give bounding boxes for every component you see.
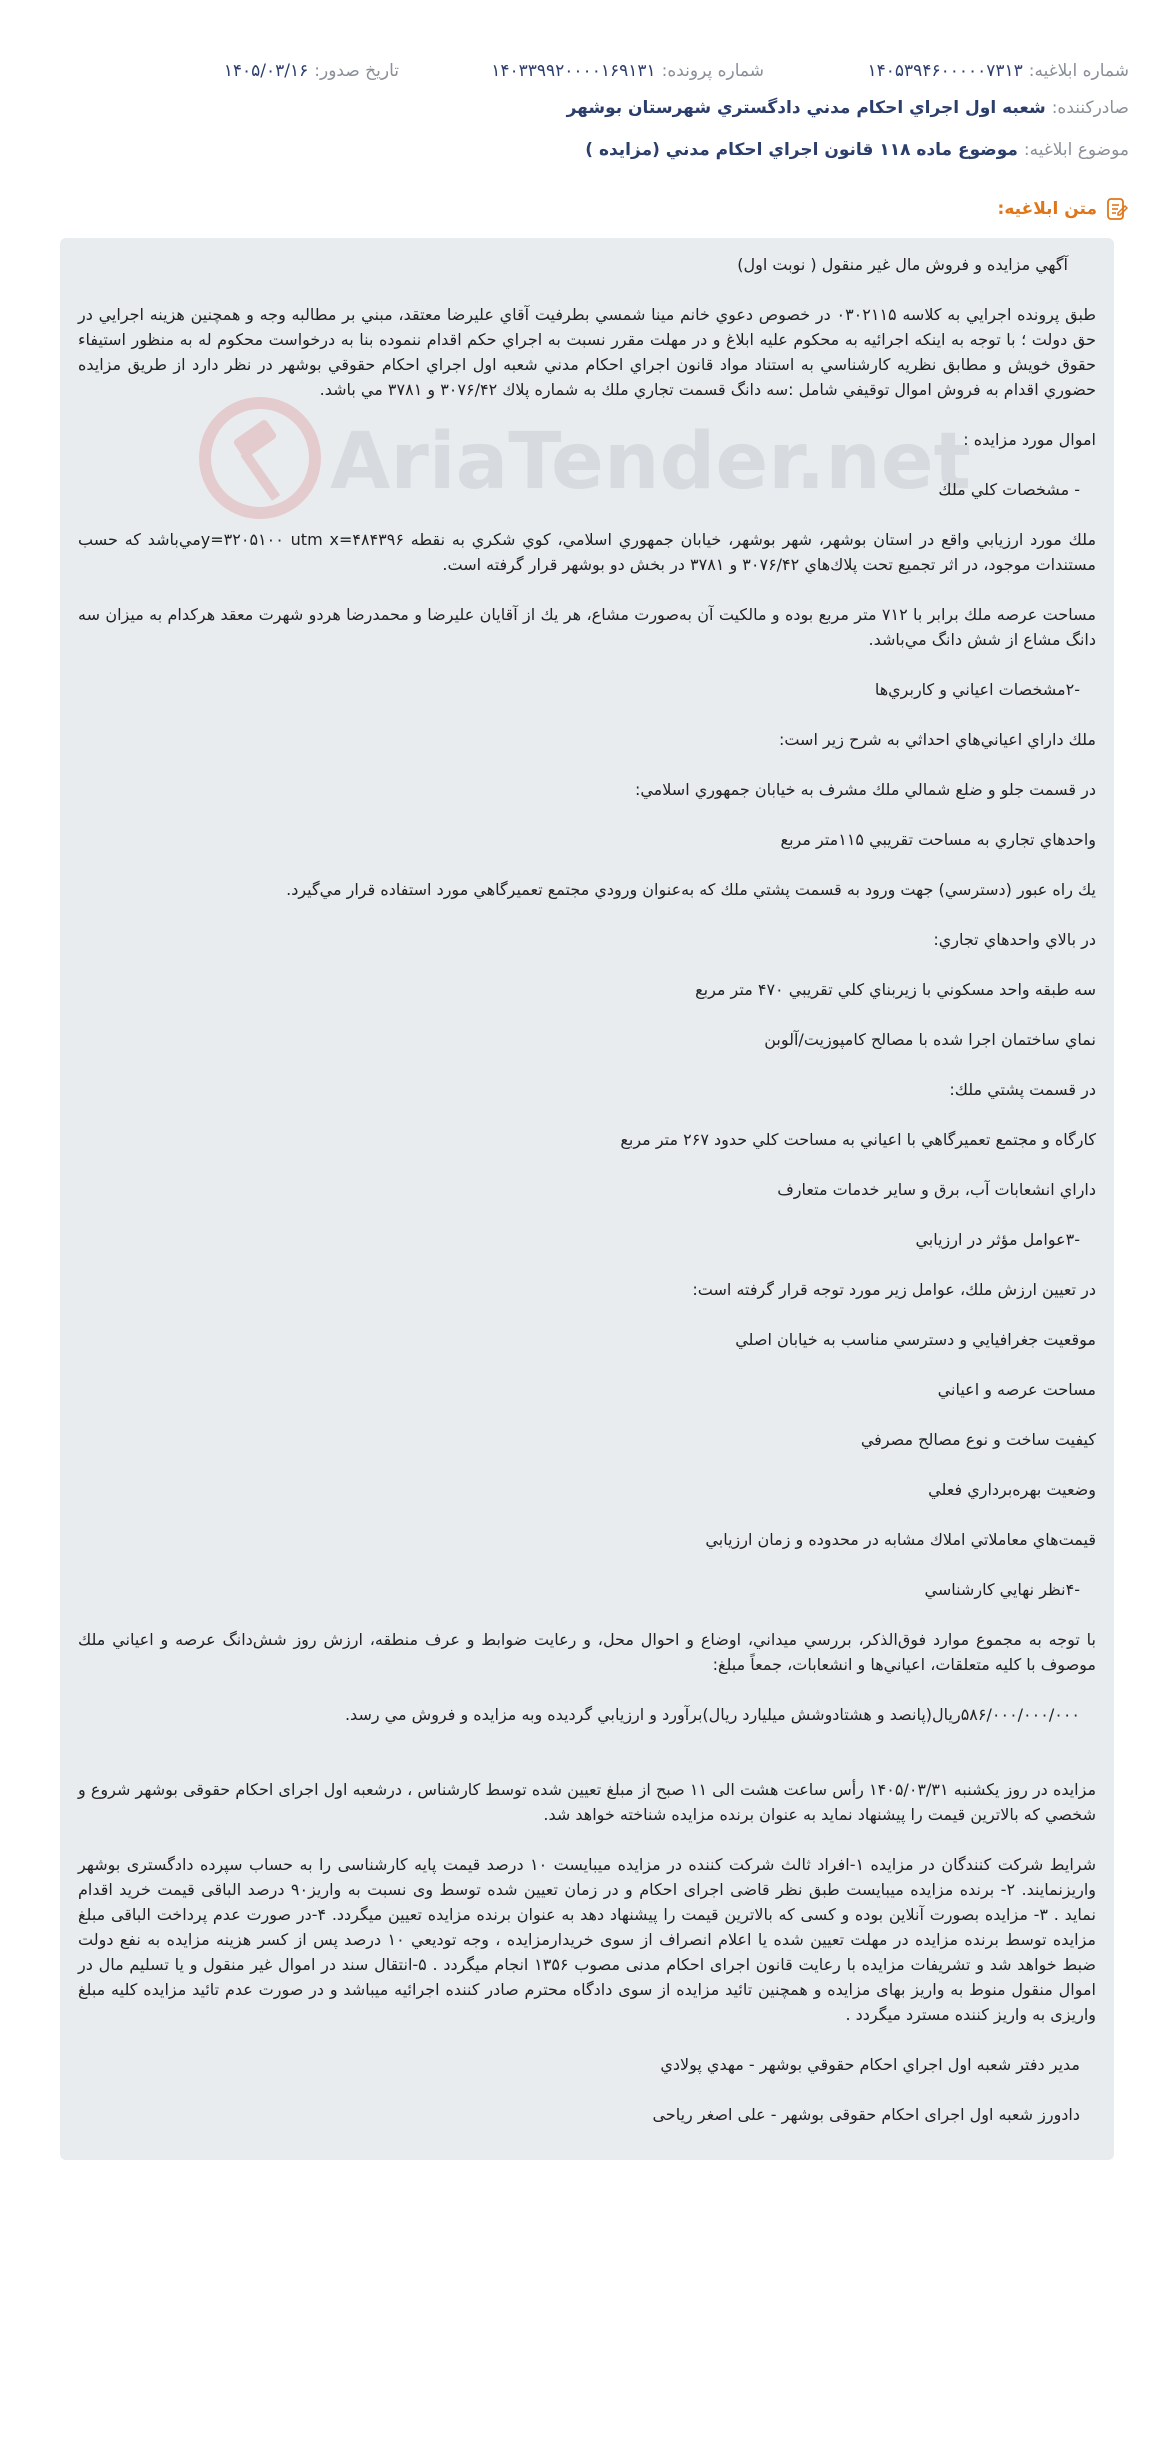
notice-paragraph: قيمت‌هاي معاملاتي املاك مشابه در محدوده و زمان ارزيابي — [705, 1530, 1096, 1549]
notice-paragraph: مساحت عرصه ملك برابر با ۷۱۲ متر مربع بوده و مالكيت آن به‌صورت مشاع، هر يك از آقايان عليرضا و محمدرضا هردو شهرت معقد هركدام به ميزان سه دانگ مشاع از شش دانگ مي‌باشد. — [78, 605, 1096, 649]
notice-text-title: متن ابلاغیه: — [997, 199, 1097, 219]
issuer-value: شعبه اول اجراي احكام مدني دادگستري شهرستان بوشهر — [566, 98, 1046, 118]
notice-paragraph: -۴نظر نهايي كارشناسي — [924, 1580, 1080, 1599]
notice-paragraph: نماي ساختمان اجرا شده با مصالح كامپوزيت/آلوبن — [764, 1030, 1096, 1049]
notice-paragraph: -۳عوامل مؤثر در ارزيابي — [915, 1230, 1080, 1249]
issuer-line — [567, 98, 1129, 118]
document-pen-icon — [1105, 196, 1129, 222]
notice-paragraph: ملك مورد ارزيابي واقع در استان بوشهر، شهر بوشهر، خيابان جمهوري اسلامي، كوي شكري به نقطه y=۳۲۰۵۱۰۰ utm x=۴۸۴۳۹۶مي‌باشد كه حسب مستندات موجود، در اثر تجميع تحت پلاك‌هاي ۳۰۷۶/۴۲ و ۳۷۸۱ در بخش دو بوشهر قرار گرفته است. — [78, 530, 1097, 574]
notice-text-heading — [998, 196, 1129, 222]
watermark-text: AriaTender.net — [330, 417, 971, 507]
notice-meta-row — [45, 56, 1129, 86]
notice-number-value: ۱۴۰۵۳۹۴۶۰۰۰۰۰۷۳۱۳ — [867, 61, 1023, 81]
issue-date-value: ۱۴۰۵/۰۳/۱۶ — [223, 61, 309, 81]
signature-line: مدير دفتر شعبه اول اجراي احكام حقوقي بوشهر - مهدي پولادي — [660, 2055, 1080, 2074]
notice-paragraph: واحدهاي تجاري به مساحت تقريبي ۱۱۵متر مربع — [780, 830, 1096, 849]
notice-paragraph: كيفيت ساخت و نوع مصالح مصرفي — [860, 1430, 1096, 1449]
subject-value: موضوع ماده ۱۱۸ قانون اجراي احكام مدني (مزايده ) — [585, 140, 1018, 160]
notice-paragraph: مساحت عرصه و اعياني — [937, 1380, 1096, 1399]
notice-paragraph: يك راه عبور (دسترسي) جهت ورود به قسمت پشتي ملك كه به‌عنوان ورودي مجتمع تعميرگاهي مورد استفاده قرار مي‌گيرد. — [286, 880, 1096, 899]
notice-paragraph: با توجه به مجموع موارد فوق‌الذكر، بررسي ميداني، اوضاع و احوال محل، و رعايت ضوابط و عرف منطقه، ارزش روز شش‌دانگ عرصه و اعياني ملك موصوف با كليه متعلقات، اعياني‌ها و انشعابات، جمعاً مبلغ: — [78, 1630, 1096, 1674]
notice-paragraph: طبق پرونده اجرايي به كلاسه ۰۳۰۲۱۱۵ در خصوص دعوي خانم مينا شمسي بطرفيت آقاي عليرضا معتقد، مبني بر مطالبه وجه و همچنين هزينه اجرايي در حق دولت ؛ با توجه به اينكه اجرائيه به محكوم عليه ابلاغ و در مهلت مقرر نسبت به اجراي حكم اقدام ننموده بنا به درخواست محكوم له به منظور استيفاء حقوق خويش و مطابق نظريه كارشناسي به استناد مواد قانون اجراي احكام مدني شعبه اول اجراي احكام حقوقي بوشهر در نظر دارد از طريق مزايده حضوري اقدام به فروش اموال توقيفي شامل :سه دانگ قسمت تجاري ملك به شماره پلاك ۳۰۷۶/۴۲ و ۳۷۸۱ مي باشد. — [78, 305, 1097, 399]
case-number-label: شماره پرونده: — [661, 61, 764, 81]
case-number-value: ۱۴۰۳۳۹۹۲۰۰۰۰۱۶۹۱۳۱ — [491, 61, 656, 81]
subject-line — [585, 140, 1129, 160]
notice-paragraph: در تعيين ارزش ملك، عوامل زير مورد توجه قرار گرفته است: — [692, 1280, 1096, 1299]
notice-paragraph: -۲مشخصات اعياني و كاربري‌ها — [874, 680, 1080, 699]
notice-body — [60, 238, 1114, 2160]
notice-paragraph: در قسمت جلو و ضلع شمالي ملك مشرف به خيابان جمهوري اسلامي: — [634, 780, 1096, 799]
case-number — [491, 61, 764, 81]
notice-paragraph: ملك داراي اعياني‌هاي احداثي به شرح زير است: — [778, 730, 1096, 749]
notice-paragraph: موقعيت جغرافيايي و دسترسي مناسب به خيابان اصلي — [735, 1330, 1096, 1349]
notice-paragraph: وضعيت بهره‌برداري فعلي — [928, 1480, 1096, 1499]
signature-line: دادورز شعبه اول اجرای احكام حقوقی بوشهر - علی اصغر رياحی — [652, 2105, 1080, 2124]
notice-paragraph: اموال مورد مزايده : — [963, 430, 1096, 449]
notice-paragraph: سه طبقه واحد مسكوني با زيربناي كلي تقريبي ۴۷۰ متر مربع — [695, 980, 1096, 999]
notice-paragraph: داراي انشعابات آب، برق و ساير خدمات متعارف — [777, 1180, 1096, 1199]
issuer-label: صادرکننده: — [1051, 98, 1129, 118]
issue-date — [224, 61, 399, 81]
notice-paragraph: مزايده در روز يكشنبه ۱۴۰۵/۰۳/۳۱ رأس ساعت هشت الی ۱۱ صبح از مبلغ تعيين شده توسط كارشناس ، درشعبه اول اجرای احكام حقوقی بوشهر شروع و شخصي كه بالاترين قيمت را پيشنهاد نمايد به عنوان برنده مزايده شناخته خواهد شد. — [78, 1780, 1097, 1824]
notice-paragraph: كارگاه و مجتمع تعميرگاهي با اعياني به مساحت كلي حدود ۲۶۷ متر مربع — [620, 1130, 1096, 1149]
issue-date-label: تاریخ صدور: — [314, 61, 399, 81]
notice-number — [868, 61, 1129, 81]
notice-paragraph: در قسمت پشتي ملك: — [949, 1080, 1096, 1099]
notice-paragraph: شرايط شركت كنندگان در مزايده ۱-افراد ثالث شركت كننده در مزايده ميبايست ۱۰ درصد قيمت پايه كارشناسی را به حساب سپرده دادگستری بوشهر واريزنمايند. ۲- برنده مزايده ميبايست طبق نظر قاضی اجرای احكام و در زمان تعيين شده توسط وی نسبت به واريز۹۰ درصد الباقی قيمت خريد اقدام نمايد . ۳- مزايده بصورت آنلاين بوده و كسی كه بالاترين قيمت را پيشنهاد دهد به عنوان برنده مزايده تعيين ميگردد. ۴-در صورت عدم پرداخت الباقی مبلغ مزايده توسط برنده مزايده در مهلت تعيين شده يا اعلام انصراف از سوی خريدارمزايده ، وجه توديعي ۱۰ درصد پس از كسر هزينه مزايده به نفع دولت ضبط خواهد شد و تشريفات مزايده با رعايت قانون اجرای احكام مدنی مصوب ۱۳۵۶ انجام ميگردد . ۵-انتقال سند در اموال غير منقول و يا تسليم مال در اموال منقول منوط به واريز بهای مزايده و همچنين تائيد مزايده از سوی دادگاه محترم صادر كننده اجرائيه ميباشد و در صورت عدم تائيد مزايده كليه مبلغ واريزی به واريز كننده مسترد ميگردد . — [78, 1855, 1097, 2024]
notice-number-label: شماره ابلاغیه: — [1028, 61, 1129, 81]
notice-heading: آگهي مزايده و فروش مال غير منقول ( نوبت اول) — [737, 255, 1068, 274]
subject-label: موضوع ابلاغیه: — [1023, 140, 1129, 160]
notice-paragraph: ۵۸۶/۰۰۰/۰۰۰/۰۰۰ريال(پانصد و هشتادوشش ميليارد ريال)برآورد و ارزيابي گرديده وبه مزايده و فروش مي رسد. — [344, 1705, 1080, 1724]
spacer — [78, 1752, 1096, 1777]
notice-paragraph: - مشخصات كلي ملك — [938, 480, 1080, 499]
notice-paragraphs — [78, 252, 1096, 2127]
notice-paragraph: در بالاي واحدهاي تجاري: — [933, 930, 1096, 949]
